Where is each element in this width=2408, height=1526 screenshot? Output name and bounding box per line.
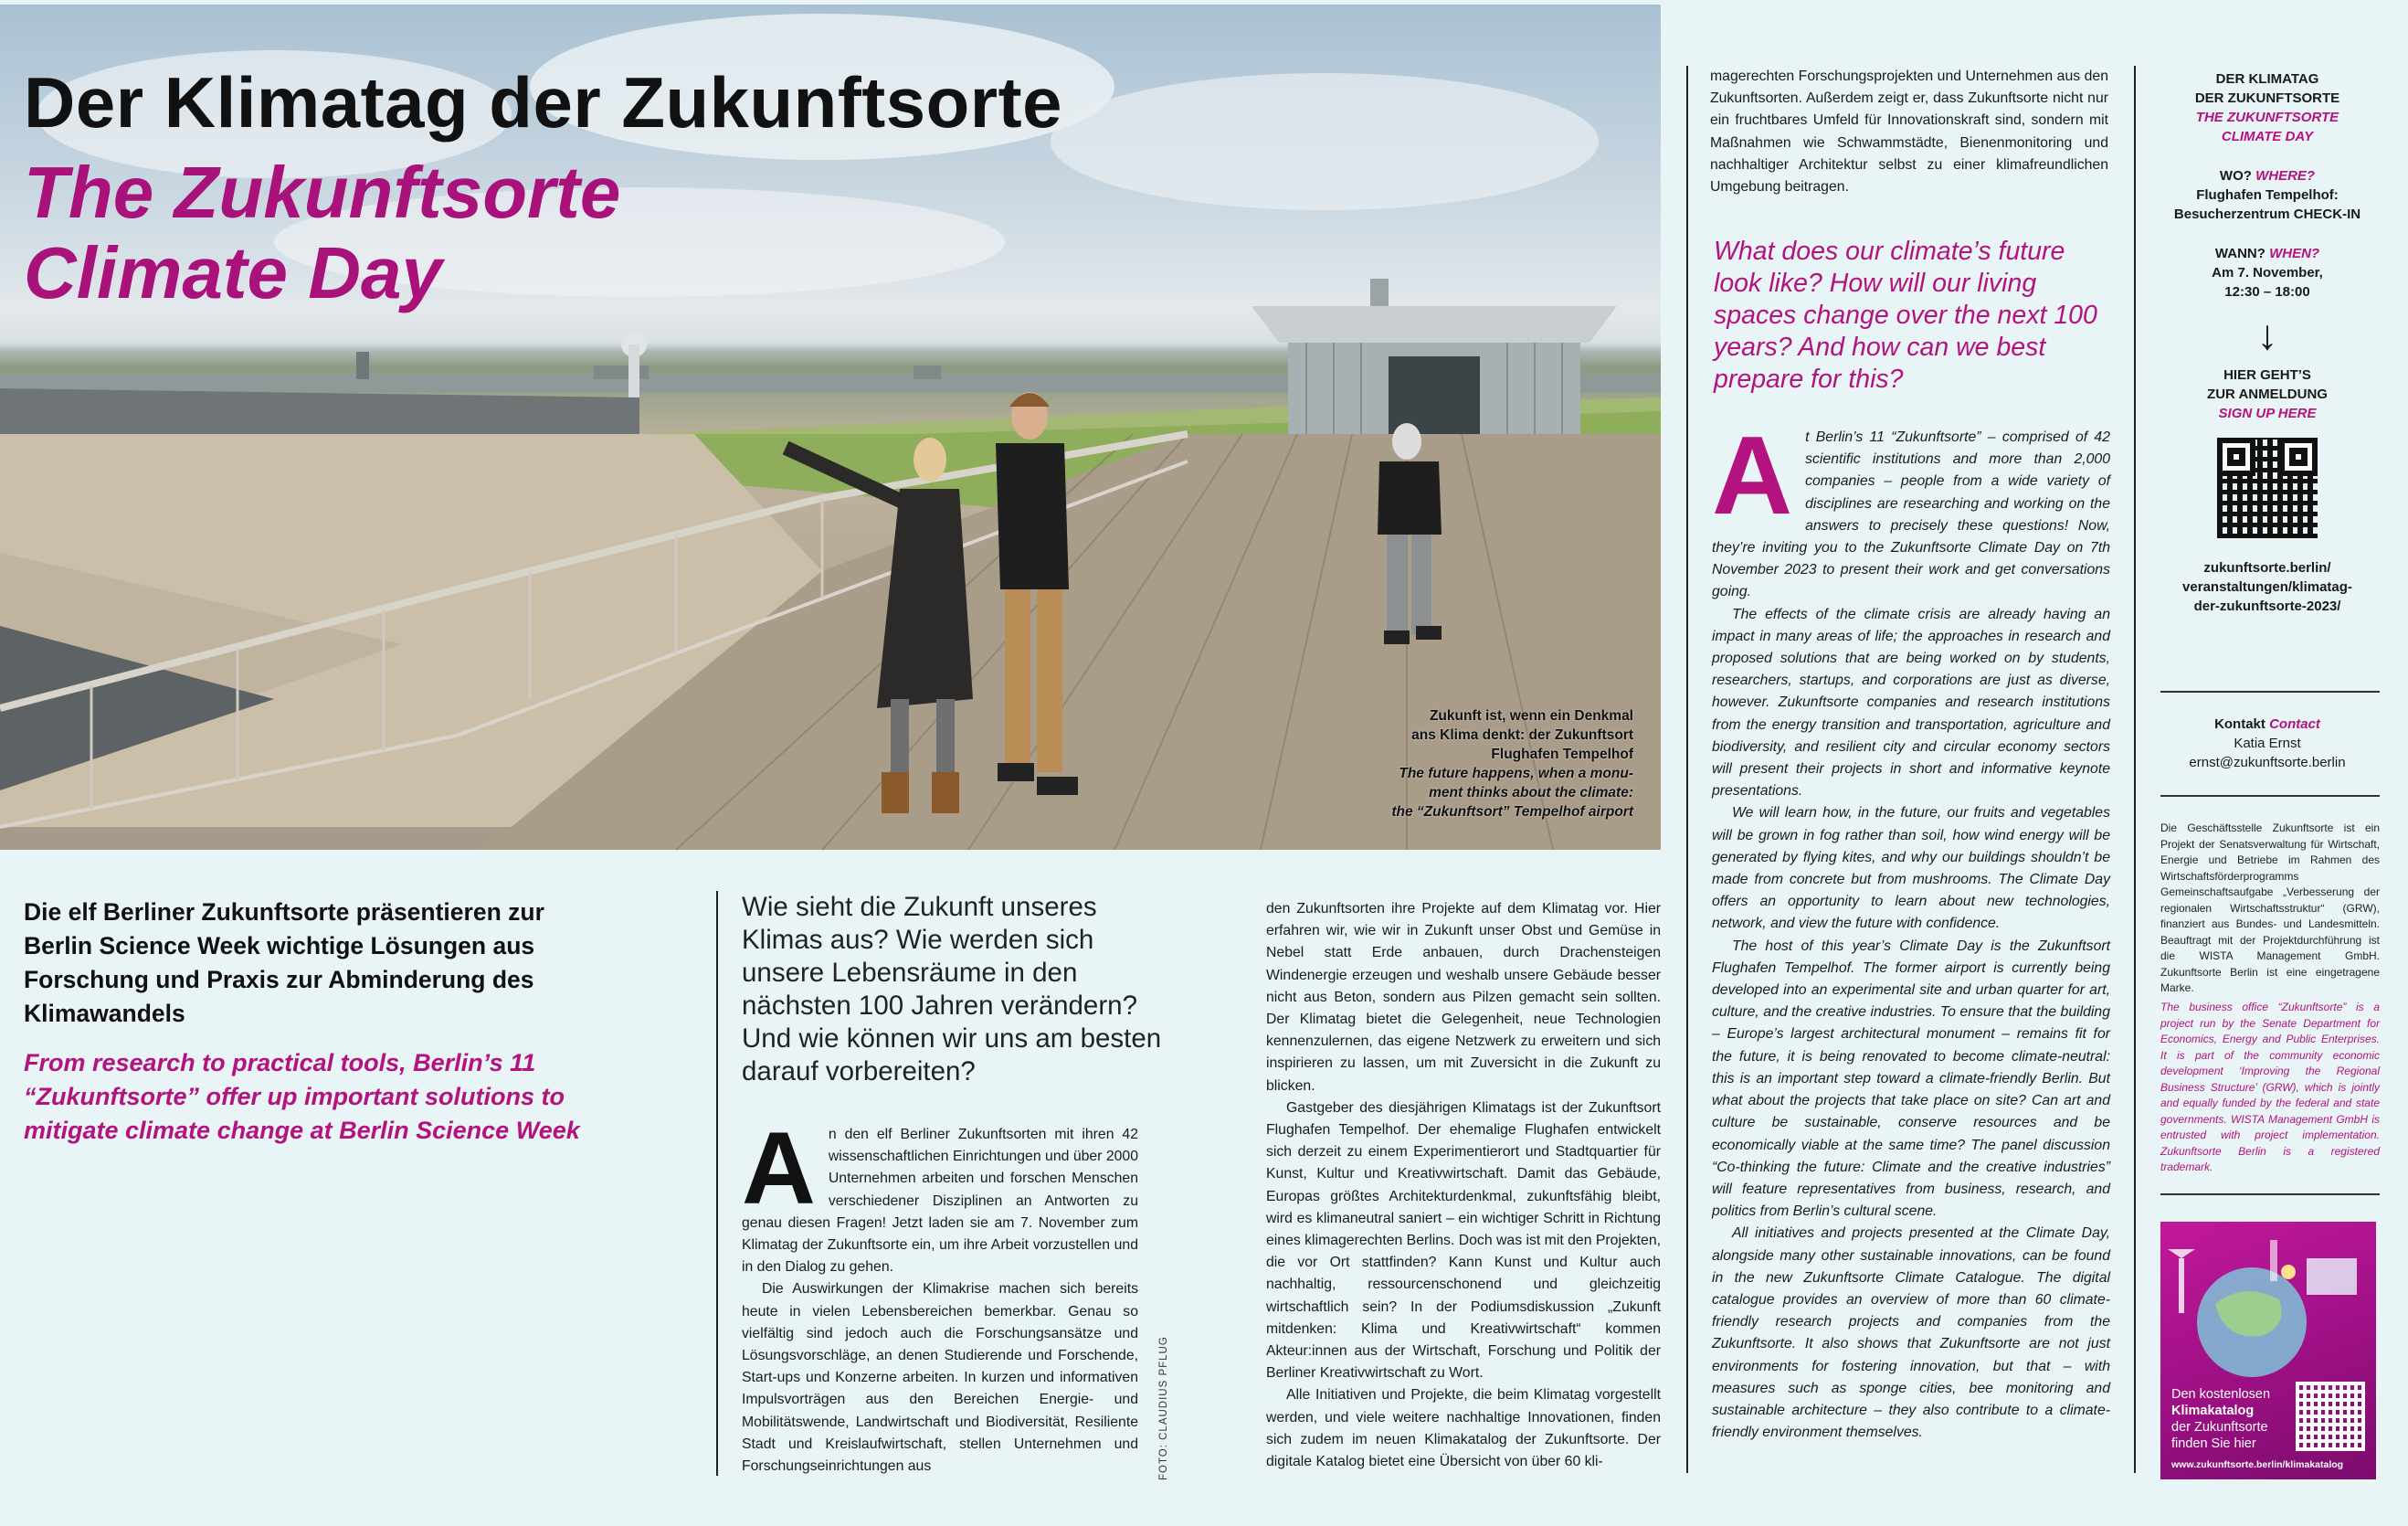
contact-label-de: Kontakt	[2214, 716, 2265, 732]
caption-en-2: ment thinks about the climate:	[1429, 785, 1633, 800]
caption-de-2: ans Klima denkt: der Zukunftsort	[1411, 727, 1633, 743]
headline-de: Der Klimatag der Zukunftsorte	[24, 62, 1063, 143]
contact-label-en: Contact	[2269, 716, 2320, 732]
info-text-en: The business office “Zukunftsorte” is a project run by the Senate Department for Economics, Energy and Public Enterprises. It is part of the community economic development ‘Improving the Regional Business Structure’ (GRW), which is jointly and equally funded by the federal and state governments. WISTA Management GmbH is entrusted with project implementation. Zukunftsorte Berlin is a registered trademark.	[2160, 1001, 2380, 1173]
body-en-p1: t Berlin’s 11 “Zukunftsorte” – comprised of 42 scientific institutions and more than 2,000 companies – people from a wide variety of disciplines are researching and working on the answers to precisely these questions! Now, they’re inviting you to the Zukunftsorte Climate Day on 7th November 2023 to present their work and get conversations going.	[1712, 429, 2110, 600]
body-de-column-3	[1710, 66, 2108, 198]
info-sidebar	[2156, 69, 2379, 616]
column-divider	[716, 891, 718, 1476]
body-en-p2: The effects of the climate crisis are already having an impact in many areas of life; the approaches in research and proposed solutions that are being worked on by students, researchers, startups, and corporations are just as diverse, however. Zukunftsorte companies and research institutions from the energy transition and transportation, agriculture and biodiversity, and resilient city and circular economy sectors will present their projects in short and informative keynote presentations.	[1712, 606, 2110, 800]
signup-en[interactable]: SIGN UP HERE	[2218, 406, 2317, 421]
sidebar-title-de-1: DER KLIMATAG	[2215, 71, 2319, 87]
when-line-2: 12:30 – 18:00	[2224, 284, 2310, 300]
body-de-p1: n den elf Berliner Zukunftsorten mit ihren 42 wissenschaftlichen Einrichtungen und über 2000 Unternehmen arbeiten und forschen Menschen verschiedener Disziplinen an Antworten zu genau diesen Fragen! Jetzt laden sie am 7. November zum Klimatag der Zukunftsorte ein, um ihre Arbeit vorzustellen und in den Dialog zu gehen.	[742, 1127, 1138, 1276]
headline-en	[24, 153, 620, 313]
column-divider-right	[1686, 66, 1688, 1473]
where-block	[2156, 166, 2379, 224]
body-de-column-2	[1266, 898, 1661, 1473]
where-label-de: WO?	[2219, 168, 2252, 184]
photo-caption	[1268, 706, 1633, 821]
sidebar-rule-2	[2160, 795, 2380, 797]
caption-de-1: Zukunft ist, wenn ein Denkmal	[1429, 708, 1633, 724]
signup-de-1: HIER GEHT’S	[2223, 367, 2311, 383]
when-block	[2156, 244, 2379, 302]
sidebar-rule-3	[2160, 1193, 2380, 1195]
ad-line-2: Klimakatalog	[2171, 1404, 2255, 1418]
caption-en-3: the “Zukunftsort” Tempelhof airport	[1391, 804, 1633, 820]
caption-de-3: Flughafen Tempelhof	[1491, 747, 1633, 762]
where-line-2: Besucherzentrum CHECK-IN	[2173, 207, 2361, 222]
signup-block[interactable]	[2156, 366, 2379, 423]
qr-code-icon[interactable]	[2156, 438, 2379, 538]
headline-en-line1: The Zukunftsorte	[24, 152, 621, 233]
contact-block	[2156, 715, 2379, 772]
body-de-p4: Gastgeber des diesjährigen Klimatags ist der Zukunftsort Flughafen Tempelhof. Der ehemalige Flughafen entwickelt sich derzeit zu einem Experimentierort und Stadtquartier für Kunst, Kultur und Kreativwirtschaft. Damit das Gebäude, Europas größtes Architekturdenkmal, zukunftsfähig bleibt, wird es klimaneutral saniert – ein wichtiger Schritt in Richtung eines klimagerechten Berlins. Doch was ist mit den Projekten, die vor Ort stattfinden? Kann Kunst und Kultur auch nachhaltig, ressourcenschonend und gleichzeitig wirtschaftlich sein? In der Podiumsdiskussion „Zukunft mitdenken: Klima und Kreativwirtschaft“ kommen Akteur:innen aus der Wirtschaft, Forschung und Politik der Berliner Kreativwirtschaft zu Wort.	[1266, 1099, 1661, 1382]
ad-text	[2171, 1386, 2290, 1452]
caption-en-1: The future happens, when a monu-	[1399, 766, 1633, 781]
hero-photo	[0, 5, 1661, 850]
pull-quote-en: What does our climate’s future look like? How will our living spaces change over the next 100 years? And how can we best prepare for this?	[1714, 237, 2097, 394]
body-en-p3: We will learn how, in the future, our fruits and vegetables will be grown in fog rather than soil, how wind energy will be generated by flying kites, and why our buildings shouldn’t be made from concrete but from mushrooms. The Climate Day offers an opportunity to learn about new technologies, network, and view the future with confidence.	[1712, 805, 2110, 932]
body-de-p5: Alle Initiativen und Projekte, die beim Klimatag vorgestellt werden, und viele weitere nachhaltige Innovationen, finden sich zudem im neuen Klimakatalog der Zukunftsorte. Der digitale Katalog bietet eine Übersicht von über 60 kli-	[1266, 1387, 1661, 1470]
contact-name: Katia Ernst	[2234, 736, 2301, 751]
photo-credit: FOTO: CLAUDIUS PFLUG	[1158, 1336, 1169, 1480]
lead-en: From research to practical tools, Berlin’s 11 “Zukunftsorte” offer up important solutions to mitigate climate change at Berlin Science Week	[24, 1049, 580, 1144]
lead-de: Die elf Berliner Zukunftsorte präsentieren zur Berlin Science Week wichtige Lösungen aus Forschung und Praxis zur Abminderung des Klimawandels	[24, 898, 544, 1027]
body-de-p3: den Zukunftsorten ihre Projekte auf dem Klimatag vor. Hier erfahren wir, wie wir in Zukunft unser Obst und Gemüse in Nebel statt Erde anbauen, durch Drachensteigen Windenergie erzeugen und weshalb unsere Gebäude besser nicht aus Beton, sondern aus Pilzen gemacht sein sollten. Der Klimatag bietet die Gelegenheit, neue Technologien kennenzulernen, das eigene Netzwerk zu erweitern und sich inspirieren zu lassen, um mit Zuversicht in die Zukunft zu blicken.	[1266, 901, 1661, 1094]
headline-en-line2: Climate Day	[24, 232, 442, 313]
body-de-p2: Die Auswirkungen der Klimakrise machen sich bereits heute in vielen Lebensbereichen bemerkbar. Genau so vielfältig sind jedoch auch die Forschungsansätze und Lösungsvorschläge, an denen Studierende und Forschende, Start-ups und Konzerne arbeiten. In kurzen und informativen Impulsvorträgen aus den Bereichen Energie- und Mobilitätswende, Landwirtschaft und Biodiversität, Resiliente Stadt und Kreislaufwirtschaft, stellen Unternehmen und Forschungseinrichtungen aus	[742, 1281, 1138, 1475]
ad-qr-code-icon[interactable]	[2296, 1382, 2365, 1451]
url-line-2: veranstaltungen/klimatag-	[2182, 579, 2352, 595]
body-en-column	[1712, 413, 2110, 1444]
ad-url[interactable]: www.zukunftsorte.berlin/klimakatalog	[2171, 1459, 2344, 1470]
body-en-p4: The host of this year’s Climate Day is the Zukunftsort Flughafen Tempelhof. The former airport is currently being developed into an experimental site and urban quarter for art, culture, and the creative industries. To ensure that the building – Europe’s largest architectural monument – remains fit for the future, it is being renovated to become climate-neutral: this is an important step toward a climate-friendly Berlin. But what about the projects that take place on site? Can art and culture be sustainable, conserve resources and be economically viable at the same time? The panel discussion “Co-thinking the future: Climate and the creative industries” will feature representatives from business, research, and politics from Berlin’s cultural scene.	[1712, 938, 2110, 1220]
ad-line-4: finden Sie hier	[2171, 1436, 2256, 1451]
url-line-1: zukunftsorte.berlin/	[2203, 560, 2331, 576]
when-line-1: Am 7. November,	[2212, 265, 2323, 281]
ad-line-3: der Zukunftsorte	[2171, 1420, 2268, 1435]
arrow-down-icon: ↓	[2256, 311, 2278, 358]
body-de-column-1	[742, 1111, 1138, 1478]
body-en-p5: All initiatives and projects presented at the Climate Day, alongside many other sustainable innovations, can be found in the new Zukunftsorte Climate Catalogue. The digital catalogue provides an overview of more than 60 climate-friendly research projects and companies from the Zukunftsorte. It also shows that Zukunftsorte are not just environments for fostering innovation, but that – with measures such as sponge cities, bee monitoring and sustainable architecture – they also contribute to a climate-friendly environment themselves.	[1712, 1225, 2110, 1441]
climate-catalogue-ad[interactable]	[2160, 1222, 2376, 1479]
where-line-1: Flughafen Tempelhof:	[2196, 187, 2339, 203]
info-text-de: Die Geschäftsstelle Zukunftsorte ist ein Projekt der Senatsverwaltung für Wirtschaft, Energie und Betriebe im Rahmen des Wirtschaftsförderprogramms Gemeinschaftsaufgabe „Verbesserung der regionalen Wirtschaftsstruktur“ (GRW), finanziert aus Bundes- und Landesmitteln. Beauftragt mit der Projektdurchführung ist die WISTA Management GmbH. Zukunftsorte Berlin ist eine eingetragene Marke.	[2160, 821, 2380, 994]
sidebar-divider	[2134, 66, 2136, 1473]
globe-illustration	[2160, 1222, 2376, 1377]
url-line-3: der-zukunftsorte-2023/	[2193, 599, 2341, 614]
sidebar-title-de-2: DER ZUKUNFTSORTE	[2194, 90, 2340, 106]
dropcap-en: A	[1712, 413, 1793, 537]
body-de-p6: magerechten Forschungsprojekten und Unternehmen aus den Zukunftsorten. Außerdem zeigt er, dass Zukunftsorte nicht nur ein fruchtbares Umfeld für Innovationskraft sind, sondern mit Maßnahmen wie Schwammstädte, Bienenmonitoring und nachhaltiger Architektur selbst zu einer klimafreundlichen Umgebung beitragen.	[1710, 69, 2108, 196]
signup-url[interactable]	[2156, 558, 2379, 616]
where-label-en: WHERE?	[2255, 168, 2316, 184]
when-label-de: WANN?	[2214, 246, 2265, 261]
signup-de-2: ZUR ANMELDUNG	[2207, 387, 2328, 402]
sidebar-rule-1	[2160, 691, 2380, 693]
sidebar-title-en-1: THE ZUKUNFTSORTE	[2195, 110, 2339, 125]
ad-line-1: Den kostenlosen	[2171, 1387, 2271, 1402]
contact-email[interactable]: ernst@zukunftsorte.berlin	[2189, 755, 2346, 770]
pull-quote-de: Wie sieht die Zukunft unseres Klimas aus? Wie werden sich unsere Lebensräume in den nächsten 100 Jahren verändern? Und wie können wir uns am besten darauf vorbereiten?	[742, 892, 1162, 1086]
dropcap-de: A	[742, 1111, 816, 1225]
when-label-en: WHEN?	[2269, 246, 2320, 261]
sidebar-title-en-2: CLIMATE DAY	[2221, 129, 2314, 144]
